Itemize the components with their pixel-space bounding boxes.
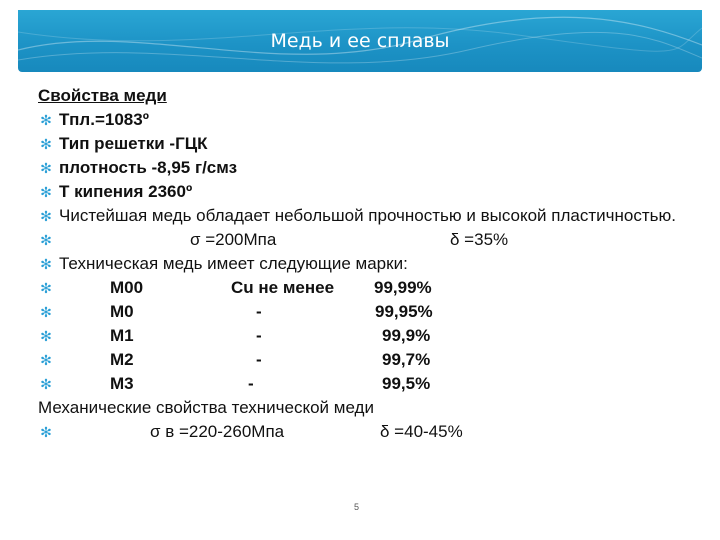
grade-composition: Cu не менее: [231, 278, 335, 297]
grade-purity: 99,5%: [382, 374, 431, 393]
mechanical-item: [38, 420, 698, 444]
grade-purity: 99,9%: [382, 326, 431, 345]
asterisk-bullet-icon: ✻: [40, 304, 52, 320]
grade-composition: -: [256, 350, 262, 369]
asterisk-bullet-icon: ✻: [40, 280, 52, 296]
sigma-b-value: σ в =220-260Мпа: [150, 422, 285, 441]
slide-header: [18, 10, 702, 72]
grade-purity: 99,99%: [374, 278, 432, 297]
asterisk-bullet-icon: ✻: [40, 256, 52, 272]
property-text: Т кипения 2360º: [59, 182, 193, 201]
grade-purity: 99,95%: [375, 302, 433, 321]
grades-intro-item: [38, 252, 698, 276]
asterisk-bullet-icon: ✻: [40, 328, 52, 344]
grade-name: М1: [110, 326, 134, 345]
grade-name: М00: [110, 278, 144, 297]
grade-name: М0: [110, 302, 134, 321]
mechanical-heading: Механические свойства технической меди: [38, 398, 374, 417]
asterisk-bullet-icon: ✻: [40, 160, 52, 176]
property-item: [38, 108, 698, 132]
purest-copper-item: [38, 204, 698, 228]
property-text: Тип решетки -ГЦК: [59, 134, 208, 153]
grade-composition: -: [248, 374, 254, 393]
delta-value: δ =35%: [450, 230, 509, 249]
grade-row: [38, 324, 698, 348]
strength-item: [38, 228, 698, 252]
grade-name: М2: [110, 350, 134, 369]
sigma-value: σ =200Мпа: [190, 230, 277, 249]
grade-row: [38, 372, 698, 396]
section-heading: Свойства меди: [38, 86, 167, 105]
property-item: [38, 156, 698, 180]
asterisk-bullet-icon: ✻: [40, 352, 52, 368]
asterisk-bullet-icon: ✻: [40, 136, 52, 152]
asterisk-bullet-icon: ✻: [40, 376, 52, 392]
slide-content: [38, 84, 698, 444]
asterisk-bullet-icon: ✻: [40, 232, 52, 248]
grade-composition: -: [256, 302, 262, 321]
asterisk-bullet-icon: ✻: [40, 184, 52, 200]
property-item: [38, 180, 698, 204]
asterisk-bullet-icon: ✻: [40, 112, 52, 128]
property-text: плотность -8,95 г/смз: [59, 158, 238, 177]
asterisk-bullet-icon: ✻: [40, 208, 52, 224]
page-number: 5: [354, 502, 360, 512]
grades-intro-text: Техническая медь имеет следующие марки:: [59, 254, 408, 273]
purest-copper-text: Чистейшая медь обладает небольшой прочностью и высокой пластичностью.: [59, 206, 676, 225]
slide-title: Медь и ее сплавы: [270, 30, 450, 52]
grade-row: [38, 300, 698, 324]
grade-composition: -: [256, 326, 262, 345]
grade-row: [38, 276, 698, 300]
delta-value: δ =40-45%: [380, 422, 463, 441]
grade-purity: 99,7%: [382, 350, 431, 369]
grade-name: М3: [110, 374, 134, 393]
property-text: Тпл.=1083º: [59, 110, 149, 129]
property-item: [38, 132, 698, 156]
grade-row: [38, 348, 698, 372]
asterisk-bullet-icon: ✻: [40, 424, 52, 440]
